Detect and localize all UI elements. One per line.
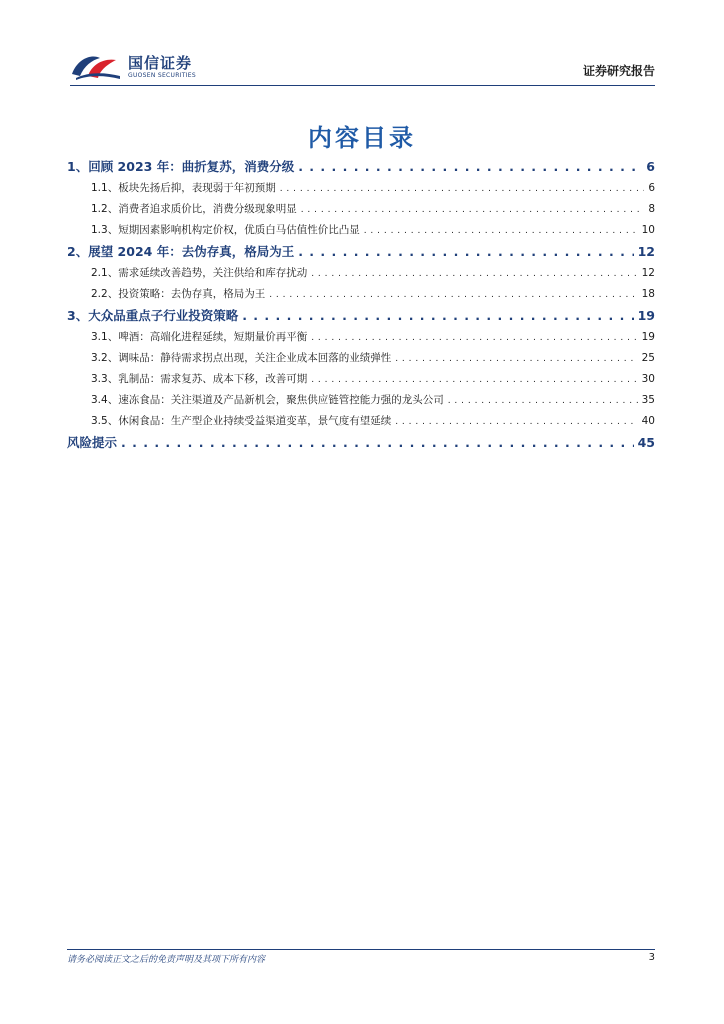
toc-entry-page: 40 bbox=[641, 415, 655, 427]
toc-leader-dots bbox=[311, 328, 637, 349]
guosen-logo-mark-icon bbox=[70, 52, 122, 82]
toc-entry-label: 3.5、休闲食品：生产型企业持续受益渠道变革，景气度有望延续 bbox=[91, 415, 392, 427]
toc-leader-dots bbox=[301, 200, 645, 221]
toc-leader-dots bbox=[121, 432, 634, 454]
toc-entry-label: 1.1、板块先扬后抑，表现弱于年初预期 bbox=[91, 182, 276, 194]
page-header bbox=[70, 50, 655, 86]
toc-entry-page: 19 bbox=[641, 331, 655, 343]
toc-leader-dots bbox=[269, 285, 637, 306]
toc-entry[interactable] bbox=[67, 156, 655, 178]
toc-entry-label: 2、展望 2024 年：去伪存真，格局为王 bbox=[67, 244, 295, 259]
toc-entry-page: 6 bbox=[648, 182, 655, 194]
toc-entry[interactable] bbox=[67, 390, 655, 411]
toc-entry[interactable] bbox=[67, 263, 655, 284]
toc-entry-label: 3.1、啤酒：高端化进程延续，短期量价再平衡 bbox=[91, 331, 308, 343]
toc-entry-label: 1、回顾 2023 年：曲折复苏，消费分级 bbox=[67, 159, 295, 174]
toc-entry[interactable] bbox=[67, 432, 655, 454]
logo-english-name: GUOSEN SECURITIES bbox=[128, 71, 197, 79]
toc-entry-page: 18 bbox=[641, 288, 655, 300]
toc-leader-dots bbox=[311, 370, 637, 391]
toc-entry-page: 6 bbox=[646, 159, 655, 174]
table-of-contents bbox=[67, 156, 655, 454]
toc-entry[interactable] bbox=[67, 411, 655, 432]
toc-entry[interactable] bbox=[67, 348, 655, 369]
report-type-label: 证券研究报告 bbox=[582, 64, 655, 78]
toc-leader-dots bbox=[280, 179, 645, 200]
toc-entry-page: 35 bbox=[641, 394, 655, 406]
toc-entry-label: 1.2、消费者追求质价比，消费分级现象明显 bbox=[91, 203, 297, 215]
toc-entry[interactable] bbox=[67, 327, 655, 348]
toc-entry-label: 3.4、速冻食品：关注渠道及产品新机会，聚焦供应链管控能力强的龙头公司 bbox=[91, 394, 444, 406]
footer-divider bbox=[67, 949, 655, 950]
toc-entry-label: 2.1、需求延续改善趋势，关注供给和库存扰动 bbox=[91, 267, 308, 279]
toc-entry[interactable] bbox=[67, 199, 655, 220]
toc-entry-page: 30 bbox=[641, 373, 655, 385]
toc-entry-label: 3.3、乳制品：需求复苏、成本下移，改善可期 bbox=[91, 373, 308, 385]
toc-entry[interactable] bbox=[67, 178, 655, 199]
toc-entry[interactable] bbox=[67, 241, 655, 263]
toc-entry[interactable] bbox=[67, 284, 655, 305]
toc-leader-dots bbox=[311, 264, 637, 285]
toc-entry[interactable] bbox=[67, 305, 655, 327]
toc-entry-label: 1.3、短期因素影响机构定价权，优质白马估值性价比凸显 bbox=[91, 224, 360, 236]
toc-entry-page: 10 bbox=[641, 224, 655, 236]
toc-leader-dots bbox=[395, 412, 637, 433]
toc-entry-page: 12 bbox=[637, 244, 655, 259]
toc-entry[interactable] bbox=[67, 220, 655, 241]
toc-leader-dots bbox=[395, 349, 637, 370]
toc-leader-dots bbox=[298, 241, 633, 263]
toc-entry-label: 3.2、调味品：静待需求拐点出现，关注企业成本回落的业绩弹性 bbox=[91, 352, 392, 364]
toc-entry-label: 3、大众品重点子行业投资策略 bbox=[67, 308, 239, 323]
toc-entry-label: 2.2、投资策略：去伪存真，格局为王 bbox=[91, 288, 266, 300]
toc-entry-page: 19 bbox=[637, 308, 655, 323]
toc-leader-dots bbox=[364, 221, 638, 242]
toc-title: 内容目录 bbox=[308, 124, 416, 152]
logo-chinese-name: 国信证券 bbox=[128, 53, 193, 72]
toc-leader-dots bbox=[448, 391, 638, 412]
toc-entry-page: 12 bbox=[641, 267, 655, 279]
toc-leader-dots bbox=[242, 305, 633, 327]
toc-entry[interactable] bbox=[67, 369, 655, 390]
toc-entry-label: 风险提示 bbox=[67, 435, 118, 450]
toc-entry-page: 45 bbox=[637, 435, 655, 450]
header-divider bbox=[70, 85, 655, 86]
toc-entry-page: 25 bbox=[641, 352, 655, 364]
footer-disclaimer: 请务必阅读正文之后的免责声明及其项下所有内容 bbox=[67, 955, 266, 965]
guosen-logo bbox=[70, 50, 196, 84]
page-number: 3 bbox=[648, 952, 655, 963]
toc-leader-dots bbox=[298, 156, 642, 178]
toc-entry-page: 8 bbox=[648, 203, 655, 215]
